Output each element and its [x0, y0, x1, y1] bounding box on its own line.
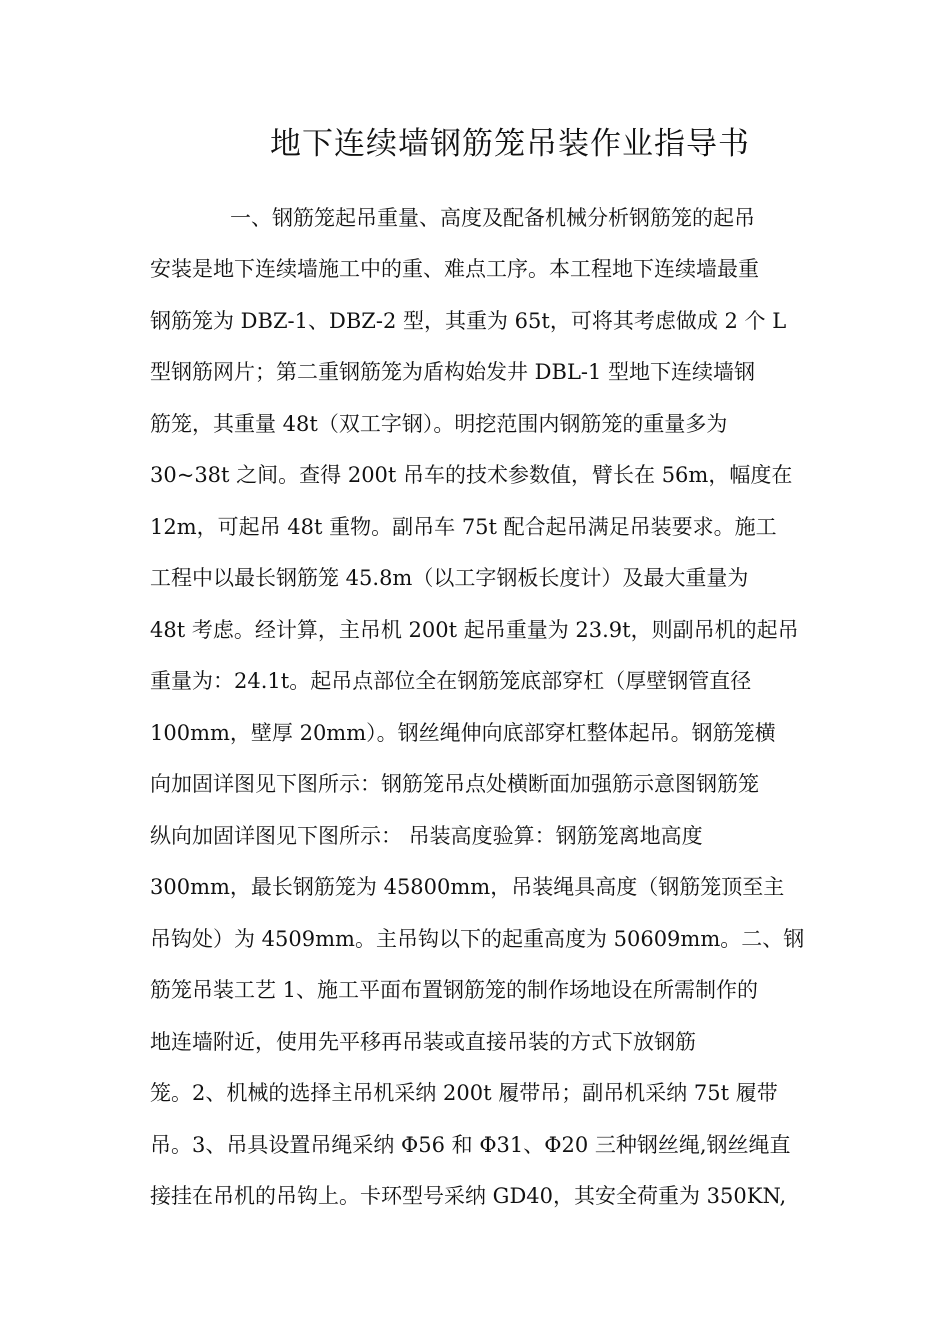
paragraph-line-1: 一、钢筋笼起吊重量、高度及配备机械分析钢筋笼的起吊: [230, 206, 755, 230]
paragraph-line-19: 吊。3、吊具设置吊绳采纳 Φ56 和 Φ31、Φ20 三种钢丝绳,钢丝绳直: [150, 1133, 791, 1157]
paragraph-line-6: 30~38t 之间。查得 200t 吊车的技术参数值，臂长在 56m，幅度在: [150, 463, 793, 487]
paragraph-line-7: 12m，可起吊 48t 重物。副吊车 75t 配合起吊满足吊装要求。施工: [150, 515, 777, 539]
paragraph-line-2: 安装是地下连续墙施工中的重、难点工序。本工程地下连续墙最重: [150, 257, 759, 281]
paragraph-line-20: 接挂在吊机的吊钩上。卡环型号采纳 GD40，其安全荷重为 350KN,: [150, 1184, 787, 1208]
paragraph-line-8: 工程中以最长钢筋笼 45.8m（以工字钢板长度计）及最大重量为: [150, 566, 749, 590]
paragraph-line-10: 重量为：24.1t。起吊点部位全在钢筋笼底部穿杠（厚壁钢管直径: [150, 669, 752, 693]
paragraph-line-17: 地连墙附近，使用先平移再吊装或直接吊装的方式下放钢筋: [150, 1030, 696, 1054]
paragraph-line-13: 纵向加固详图见下图所示： 吊装高度验算：钢筋笼离地高度: [150, 824, 703, 848]
paragraph-line-9: 48t 考虑。经计算，主吊机 200t 起吊重量为 23.9t，则副吊机的起吊: [150, 618, 799, 642]
paragraph-line-5: 筋笼，其重量 48t（双工字钢）。明挖范围内钢筋笼的重量多为: [150, 412, 728, 436]
paragraph-line-16: 筋笼吊装工艺 1、施工平面布置钢筋笼的制作场地设在所需制作的: [150, 978, 759, 1002]
paragraph-line-18: 笼。2、机械的选择主吊机采纳 200t 履带吊；副吊机采纳 75t 履带: [150, 1081, 778, 1105]
paragraph-line-11: 100mm，壁厚 20mm）。钢丝绳伸向底部穿杠整体起吊。钢筋笼横: [150, 721, 776, 745]
paragraph-line-4: 型钢筋网片；第二重钢筋笼为盾构始发井 DBL-1 型地下连续墙钢: [150, 360, 756, 384]
paragraph-line-15: 吊钩处）为 4509mm。主吊钩以下的起重高度为 50609mm。二、钢: [150, 927, 805, 951]
document-title: 地下连续墙钢筋笼吊装作业指导书: [270, 126, 750, 162]
paragraph-line-3: 钢筋笼为 DBZ-1、DBZ-2 型，其重为 65t，可将其考虑做成 2 个 L: [150, 309, 787, 333]
paragraph-line-14: 300mm，最长钢筋笼为 45800mm，吊装绳具高度（钢筋笼顶至主: [150, 875, 785, 899]
paragraph-line-12: 向加固详图见下图所示：钢筋笼吊点处横断面加强筋示意图钢筋笼: [150, 772, 759, 796]
